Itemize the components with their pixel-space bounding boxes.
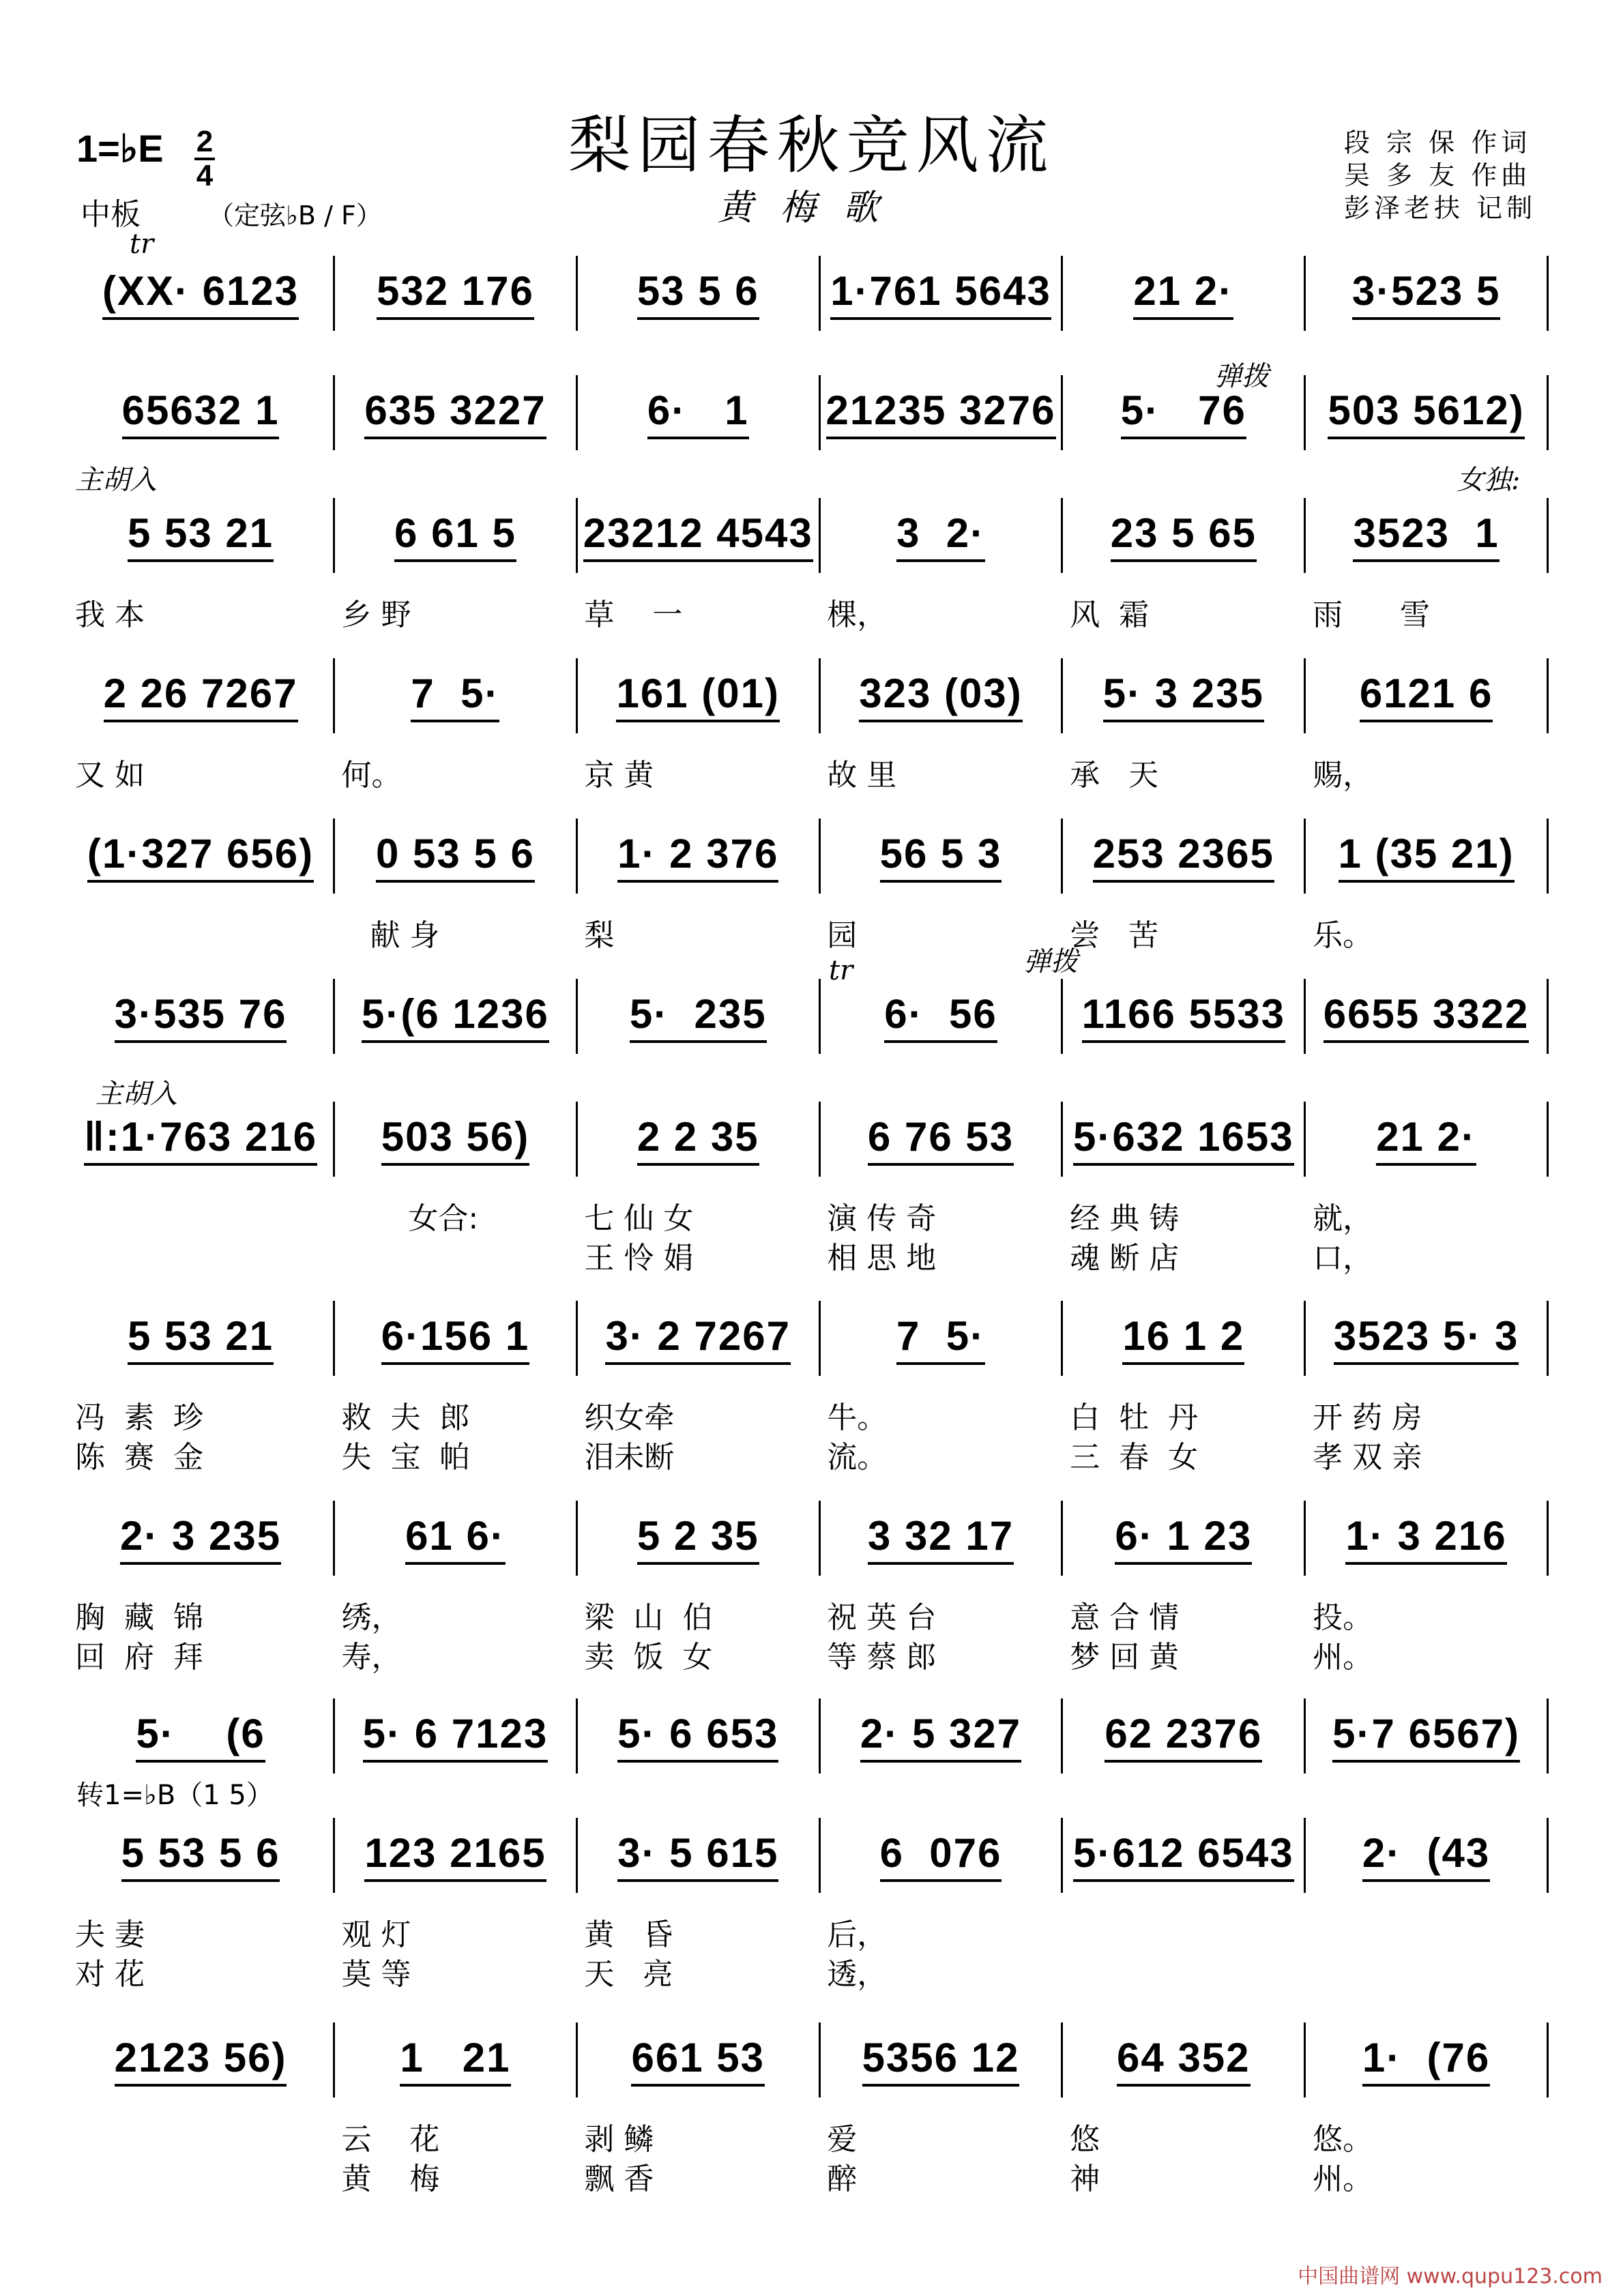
lyric-line bbox=[68, 911, 1549, 954]
measure-notes: 2 26 7267 bbox=[104, 670, 298, 722]
lyric-text: 意 合 情 bbox=[1070, 1600, 1180, 1635]
lyric-text: 三 春 女 bbox=[1070, 1440, 1199, 1475]
measure-notes: 5·632 1653 bbox=[1073, 1113, 1294, 1166]
trill-mark: tr bbox=[130, 229, 154, 260]
measure-notes: 323 (03) bbox=[859, 670, 1022, 722]
lyric-text: 棵， bbox=[827, 598, 888, 632]
measure bbox=[1306, 1818, 1549, 1893]
lyric-line bbox=[68, 590, 1549, 634]
lyric-text: 乡 野 bbox=[341, 598, 411, 632]
measure-notes: (XX· 6123 bbox=[102, 267, 299, 320]
measure-notes: 5·612 6543 bbox=[1073, 1829, 1294, 1882]
measure-notes: 7 5· bbox=[411, 670, 499, 722]
measure bbox=[821, 498, 1064, 573]
lyric-text: 悠 bbox=[1070, 2122, 1100, 2157]
measure-notes: 6· 56 bbox=[884, 990, 997, 1043]
lyric-text bbox=[68, 2154, 334, 2198]
measure-notes: ‖:1·763 216 bbox=[84, 1113, 317, 1166]
lyric-text: 悠。 bbox=[1313, 2122, 1373, 2157]
measure bbox=[335, 1301, 578, 1376]
lyric-text: 赐， bbox=[1313, 758, 1373, 793]
lyric-text: 州。 bbox=[1313, 2162, 1373, 2196]
measure-notes: 532 176 bbox=[377, 267, 534, 320]
lyric-text bbox=[1306, 1910, 1549, 1954]
measure bbox=[821, 375, 1064, 450]
measure bbox=[1306, 819, 1549, 894]
measure bbox=[335, 375, 578, 450]
lyric-text: 七 仙 女 bbox=[584, 1201, 694, 1236]
lyric-text: 王 怜 娟 bbox=[584, 1241, 694, 1276]
lyric-text: 乐。 bbox=[1313, 918, 1373, 953]
measure-notes: 3 2· bbox=[896, 510, 985, 562]
lyric-text: 回 府 拜 bbox=[75, 1640, 203, 1675]
staff-row bbox=[68, 658, 1549, 733]
measure bbox=[1306, 498, 1549, 573]
lyric-line bbox=[68, 2115, 1549, 2158]
measure-notes: 3· 2 7267 bbox=[605, 1312, 791, 1365]
measure bbox=[821, 1102, 1064, 1177]
measure bbox=[578, 1102, 821, 1177]
measure bbox=[335, 1698, 578, 1773]
pluck-annotation: 弹拨 bbox=[1023, 946, 1078, 977]
lyric-line bbox=[68, 1432, 1549, 1476]
lyric-text: 泪未断 bbox=[584, 1440, 675, 1475]
measure bbox=[578, 1501, 821, 1576]
measure-notes: 3·535 76 bbox=[115, 990, 287, 1043]
measure bbox=[68, 979, 335, 1054]
lyric-text: 莫 等 bbox=[341, 1957, 411, 1992]
measure-notes: 64 352 bbox=[1117, 2034, 1251, 2087]
measure bbox=[578, 256, 821, 331]
measure-notes: 2 2 35 bbox=[637, 1113, 759, 1166]
lyric-text bbox=[68, 2115, 334, 2158]
measure-notes: 1· 2 376 bbox=[617, 830, 778, 883]
lyric-text: 就， bbox=[1313, 1201, 1373, 1236]
credits bbox=[1344, 126, 1536, 224]
measure bbox=[1306, 1301, 1549, 1376]
measure bbox=[335, 979, 578, 1054]
measure bbox=[68, 375, 335, 450]
measure-notes: 23212 4543 bbox=[583, 510, 813, 562]
lyric-text bbox=[68, 1233, 334, 1277]
measure-notes: 2· 5 327 bbox=[860, 1710, 1021, 1763]
measure-notes: 1· (76 bbox=[1362, 2034, 1490, 2087]
measure-notes: 5 2 35 bbox=[637, 1512, 759, 1565]
measure-notes: 635 3227 bbox=[364, 387, 546, 439]
tuning-note: （定弦♭B / F） bbox=[208, 201, 382, 231]
measure bbox=[335, 1501, 578, 1576]
measure bbox=[335, 819, 578, 894]
lyric-text: 观 灯 bbox=[341, 1917, 411, 1952]
measure bbox=[335, 658, 578, 733]
measure bbox=[578, 1698, 821, 1773]
measure bbox=[335, 1102, 578, 1177]
measure bbox=[1306, 979, 1549, 1054]
lyric-line bbox=[68, 1910, 1549, 1954]
song-title: 梨园春秋竞风流 bbox=[568, 109, 1055, 182]
lyric-text: 尝 苦 bbox=[1070, 918, 1159, 953]
measure bbox=[1063, 1818, 1306, 1893]
measure bbox=[1063, 1698, 1306, 1773]
lyric-text: 神 bbox=[1070, 2162, 1100, 2196]
lyric-line bbox=[68, 1593, 1549, 1636]
lyric-text: 梦 回 黄 bbox=[1070, 1640, 1180, 1675]
lyric-text: 园 bbox=[827, 918, 858, 953]
measure-notes: 123 2165 bbox=[364, 1829, 546, 1882]
lyric-text: 醉 bbox=[827, 2162, 858, 2196]
lyric-line bbox=[68, 1194, 1549, 1237]
lyric-line bbox=[68, 750, 1549, 794]
measure bbox=[1306, 375, 1549, 450]
lyric-text: 演 传 奇 bbox=[827, 1201, 937, 1236]
measure bbox=[1063, 498, 1306, 573]
lyric-text: 流。 bbox=[827, 1440, 888, 1475]
measure-notes: 1·761 5643 bbox=[830, 267, 1051, 320]
measure bbox=[578, 375, 821, 450]
lyric-text: 梁 山 伯 bbox=[584, 1600, 713, 1635]
measure-notes: 3·523 5 bbox=[1352, 267, 1501, 320]
measure-notes: 5· 6 653 bbox=[617, 1710, 778, 1763]
lyric-line bbox=[68, 1949, 1549, 1993]
measure-notes: 503 56) bbox=[381, 1113, 530, 1166]
lyric-text: 女合: bbox=[341, 1201, 479, 1236]
staff-row bbox=[68, 1818, 1549, 1893]
lyric-text: 牛。 bbox=[827, 1400, 888, 1435]
lyric-text: 祝 英 台 bbox=[827, 1600, 937, 1635]
measure bbox=[578, 2022, 821, 2098]
lyric-text: 织女牵 bbox=[584, 1400, 675, 1435]
lyric-text: 梨 bbox=[584, 918, 615, 953]
lyric-text: 陈 赛 金 bbox=[75, 1440, 203, 1475]
staff-row bbox=[68, 1301, 1549, 1376]
measure bbox=[578, 658, 821, 733]
erhu-entry-annotation: 主胡入 bbox=[75, 465, 157, 496]
lyric-text: 雨 雪 bbox=[1313, 598, 1431, 632]
measure-notes: 5356 12 bbox=[862, 2034, 1020, 2087]
arranger: 彭泽老扶 记制 bbox=[1344, 193, 1537, 223]
measure bbox=[1306, 1698, 1549, 1773]
staff-row bbox=[68, 1698, 1549, 1773]
measure-notes: 3 32 17 bbox=[868, 1512, 1014, 1565]
measure bbox=[578, 819, 821, 894]
measure bbox=[821, 979, 1064, 1054]
measure bbox=[1063, 1501, 1306, 1576]
measure bbox=[1063, 1102, 1306, 1177]
measure bbox=[1063, 375, 1306, 450]
song-subtitle: 黄梅歌 bbox=[717, 188, 906, 229]
measure bbox=[821, 658, 1064, 733]
lyric-text: 白 牡 丹 bbox=[1070, 1400, 1199, 1435]
measure bbox=[68, 256, 335, 331]
measure bbox=[1063, 1301, 1306, 1376]
lyric-text: 黄 昏 bbox=[584, 1917, 673, 1952]
measure bbox=[1306, 1501, 1549, 1576]
lyric-text: 草 一 bbox=[584, 598, 683, 632]
measure-notes: 6· 1 bbox=[647, 387, 749, 439]
lyricist: 段 宗 保 作词 bbox=[1344, 128, 1532, 158]
measure-notes: 2123 56) bbox=[115, 2034, 287, 2087]
measure bbox=[335, 498, 578, 573]
measure-notes: 6121 6 bbox=[1360, 670, 1493, 722]
lyric-text: 何。 bbox=[341, 758, 402, 793]
measure bbox=[821, 256, 1064, 331]
lyric-text: 投。 bbox=[1313, 1600, 1373, 1635]
measure bbox=[821, 1698, 1064, 1773]
measure-notes: (1·327 656) bbox=[87, 830, 314, 883]
lyric-text: 风 霜 bbox=[1070, 598, 1150, 632]
measure-notes: 5 53 5 6 bbox=[121, 1829, 280, 1882]
lyric-text: 寿， bbox=[341, 1640, 402, 1675]
measure bbox=[1063, 658, 1306, 733]
lyric-text: 献 身 bbox=[341, 918, 440, 953]
measure-notes: 62 2376 bbox=[1105, 1710, 1262, 1763]
lyric-text: 故 里 bbox=[827, 758, 897, 793]
lyric-text: 开 药 房 bbox=[1313, 1400, 1422, 1435]
measure-notes: 21 2· bbox=[1376, 1113, 1476, 1166]
measure bbox=[335, 256, 578, 331]
staff-row bbox=[68, 979, 1549, 1054]
measure bbox=[68, 2022, 335, 2098]
measure-notes: 5· 235 bbox=[630, 990, 767, 1043]
measure bbox=[1306, 256, 1549, 331]
measure-notes: 6 61 5 bbox=[394, 510, 516, 562]
measure-notes: 5· 6 7123 bbox=[363, 1710, 549, 1763]
pluck-annotation: 弹拨 bbox=[1214, 361, 1269, 392]
lyric-text: 孝 双 亲 bbox=[1313, 1440, 1422, 1475]
erhu-entry-annotation: 主胡入 bbox=[96, 1078, 177, 1110]
measure bbox=[1063, 979, 1306, 1054]
time-bottom: 4 bbox=[196, 159, 214, 192]
lyric-text: 魂 断 店 bbox=[1070, 1241, 1180, 1276]
measure-notes: 3523 5· 3 bbox=[1334, 1312, 1519, 1365]
measure bbox=[1063, 2022, 1306, 2098]
lyric-text: 我 本 bbox=[75, 598, 145, 632]
lyric-text: 失 宝 帕 bbox=[341, 1440, 470, 1475]
trill-mark: tr bbox=[829, 955, 853, 986]
measure-notes: 5 53 21 bbox=[128, 510, 274, 562]
lyric-text: 相 思 地 bbox=[827, 1241, 937, 1276]
lyric-line bbox=[68, 1393, 1549, 1437]
measure-notes: 661 53 bbox=[631, 2034, 765, 2087]
measure-notes: 5·(6 1236 bbox=[362, 990, 549, 1043]
measure-notes: 0 53 5 6 bbox=[376, 830, 535, 883]
lyric-text bbox=[68, 1194, 334, 1237]
measure bbox=[68, 658, 335, 733]
measure bbox=[821, 1301, 1064, 1376]
measure-notes: 21235 3276 bbox=[826, 387, 1056, 439]
lyric-text bbox=[1063, 1949, 1306, 1993]
lyric-text bbox=[334, 1233, 577, 1277]
lyric-text: 天 亮 bbox=[584, 1957, 673, 1992]
measure bbox=[578, 1301, 821, 1376]
time-signature bbox=[194, 126, 215, 192]
staff-row bbox=[68, 1102, 1549, 1177]
measure bbox=[1063, 819, 1306, 894]
measure bbox=[821, 1501, 1064, 1576]
staff-row bbox=[68, 1501, 1549, 1576]
measure-notes: 5· (6 bbox=[136, 1710, 265, 1763]
measure bbox=[68, 1818, 335, 1893]
measure-notes: 3523 1 bbox=[1353, 510, 1499, 562]
measure bbox=[821, 819, 1064, 894]
measure bbox=[578, 1818, 821, 1893]
measure-notes: 16 1 2 bbox=[1122, 1312, 1244, 1365]
staff-row bbox=[68, 498, 1549, 573]
measure-notes: 53 5 6 bbox=[637, 267, 759, 320]
lyric-text: 胸 藏 锦 bbox=[75, 1600, 203, 1635]
measure-notes: 65632 1 bbox=[122, 387, 280, 439]
measure bbox=[821, 2022, 1064, 2098]
lyric-text: 爱 bbox=[827, 2122, 858, 2157]
measure bbox=[68, 1698, 335, 1773]
measure bbox=[68, 819, 335, 894]
lyric-text: 州。 bbox=[1313, 1640, 1373, 1675]
measure bbox=[68, 498, 335, 573]
composer: 吴 多 友 作曲 bbox=[1344, 160, 1532, 190]
lyric-text: 救 夫 郎 bbox=[341, 1400, 470, 1435]
measure bbox=[578, 498, 821, 573]
measure bbox=[335, 1818, 578, 1893]
measure-notes: 6·156 1 bbox=[381, 1312, 530, 1365]
measure bbox=[68, 1501, 335, 1576]
lyric-text: 承 天 bbox=[1070, 758, 1159, 793]
measure bbox=[1306, 1102, 1549, 1177]
lyric-line bbox=[68, 1632, 1549, 1676]
lyric-line bbox=[68, 2154, 1549, 2198]
measure-notes: 5· 3 235 bbox=[1103, 670, 1264, 722]
measure bbox=[68, 1102, 335, 1177]
lyric-text bbox=[68, 911, 334, 954]
measure bbox=[335, 2022, 578, 2098]
measure bbox=[1306, 2022, 1549, 2098]
measure-notes: 5·7 6567) bbox=[1332, 1710, 1520, 1763]
lyric-text: 等 蔡 郎 bbox=[827, 1640, 937, 1675]
staff-row bbox=[68, 2022, 1549, 2098]
lyric-text: 京 黄 bbox=[584, 758, 654, 793]
lyric-text: 经 典 铸 bbox=[1070, 1201, 1180, 1236]
measure-notes: 6· 1 23 bbox=[1115, 1512, 1252, 1565]
measure-notes: 3· 5 615 bbox=[617, 1829, 778, 1882]
measure-notes: 503 5612) bbox=[1328, 387, 1524, 439]
measure-notes: 2· (43 bbox=[1362, 1829, 1490, 1882]
lyric-text: 透， bbox=[827, 1957, 888, 1992]
lyric-text: 口， bbox=[1313, 1241, 1373, 1276]
measure-notes: 161 (01) bbox=[616, 670, 779, 722]
staff-row bbox=[68, 256, 1549, 331]
key-signature: 1=♭E bbox=[76, 127, 164, 170]
measure bbox=[68, 1301, 335, 1376]
lyric-text: 云 花 bbox=[341, 2122, 440, 2157]
solo-annotation: 女独: bbox=[1457, 465, 1521, 496]
lyric-text: 绣， bbox=[341, 1600, 402, 1635]
measure-notes: 61 6· bbox=[405, 1512, 506, 1565]
lyric-text: 飘 香 bbox=[584, 2162, 654, 2196]
measure-notes: 6 76 53 bbox=[868, 1113, 1014, 1166]
lyric-text bbox=[1063, 1910, 1306, 1954]
lyric-text: 冯 素 珍 bbox=[75, 1400, 203, 1435]
lyric-text: 黄 梅 bbox=[341, 2162, 440, 2196]
watermark: 中国曲谱网 www.qupu123.com bbox=[1298, 2265, 1603, 2288]
lyric-text: 对 花 bbox=[75, 1957, 145, 1992]
measure bbox=[1063, 256, 1306, 331]
measure-notes: 1 (35 21) bbox=[1339, 830, 1515, 883]
measure-notes: 6655 3322 bbox=[1324, 990, 1530, 1043]
measure-notes: 2· 3 235 bbox=[120, 1512, 281, 1565]
time-top: 2 bbox=[196, 125, 214, 158]
lyric-text: 后， bbox=[827, 1917, 888, 1952]
measure-notes: 21 2· bbox=[1133, 267, 1233, 320]
measure-notes: 253 2365 bbox=[1093, 830, 1274, 883]
measure-notes: 1 21 bbox=[400, 2034, 510, 2087]
lyric-text: 剥 鳞 bbox=[584, 2122, 654, 2157]
measure bbox=[1306, 658, 1549, 733]
lyric-text: 又 如 bbox=[75, 758, 145, 793]
measure-notes: 56 5 3 bbox=[880, 830, 1002, 883]
modulation-note: 转1=♭B（1 5） bbox=[76, 1780, 274, 1811]
measure bbox=[578, 979, 821, 1054]
measure-notes: 5· 76 bbox=[1121, 387, 1246, 439]
lyric-line bbox=[68, 1233, 1549, 1277]
measure-notes: 1· 3 216 bbox=[1345, 1512, 1506, 1565]
measure-notes: 23 5 65 bbox=[1111, 510, 1257, 562]
measure-notes: 6 076 bbox=[880, 1829, 1002, 1882]
lyric-text: 夫 妻 bbox=[75, 1917, 145, 1952]
measure-notes: 7 5· bbox=[896, 1312, 985, 1365]
lyric-text: 卖 饭 女 bbox=[584, 1640, 713, 1675]
staff-row bbox=[68, 819, 1549, 894]
measure bbox=[821, 1818, 1064, 1893]
measure-notes: 1166 5533 bbox=[1082, 990, 1285, 1043]
tempo-marking: 中板 bbox=[81, 197, 141, 232]
lyric-text bbox=[1306, 1949, 1549, 1993]
measure-notes: 5 53 21 bbox=[128, 1312, 274, 1365]
staff-row bbox=[68, 375, 1549, 450]
